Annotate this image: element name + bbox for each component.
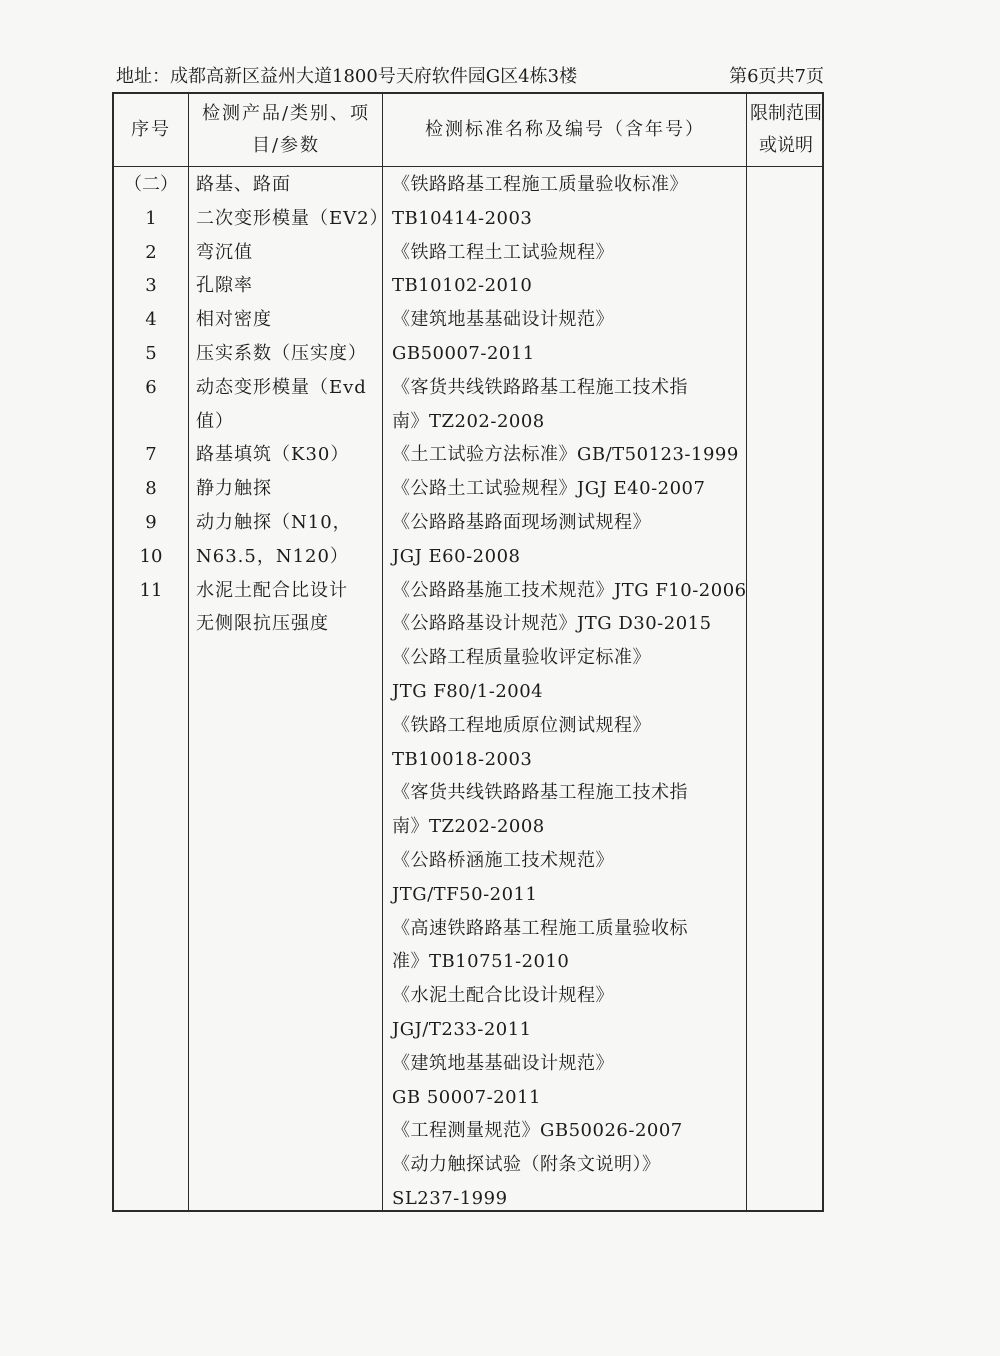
standard-line: 《公路路基路面现场测试规程》 [392,511,651,533]
item-product-line: 水泥土配合比设计 [196,579,348,601]
header-product-line1: 检测产品/类别、项 [201,103,371,124]
item-index: 7 [145,444,157,466]
standard-line: 《铁路路基工程施工质量验收标准》 [392,174,688,195]
standard-line: 《铁路工程土工试验规程》 [392,241,614,263]
standard-line: 《公路工程质量验收评定标准》 [392,647,651,669]
standard-line: GB50007-2011 [392,342,535,364]
header-divider [114,166,822,167]
item-product-line: 相对密度 [196,309,272,331]
item-index [114,405,188,439]
standard-line: 《客货共线铁路路基工程施工技术指 [392,782,688,804]
header-limit-line1: 限制范围 [750,103,822,124]
item-product-line: N63.5，N120） [196,545,349,567]
standard-line: 《客货共线铁路路基工程施工技术指 [392,376,688,398]
standard-line: JTG/TF50-2011 [392,883,538,905]
item-product-line: 动力触探（N10， [196,511,352,533]
item-index: （二） [124,174,178,195]
item-index: 4 [145,309,157,331]
standard-line: 《建筑地基基础设计规范》 [392,309,614,331]
standard-line: JTG F80/1-2004 [392,680,544,702]
product-column [196,168,389,641]
inspection-table [112,92,824,1212]
header-limit-line2: 或说明 [759,135,813,156]
standard-line: 《土工试验方法标准》GB/T50123-1999 [392,444,739,466]
standard-line: 准》TB10751-2010 [392,951,570,973]
item-index: 3 [145,275,157,297]
standard-line: TB10018-2003 [392,748,533,770]
item-product-line: 孔隙率 [196,275,253,297]
item-index: 11 [139,579,163,601]
standard-line: 《水泥土配合比设计规程》 [392,985,614,1007]
item-product-line: 无侧限抗压强度 [196,613,329,635]
item-index: 1 [145,207,157,229]
item-product-line: 压实系数（压实度） [196,342,367,364]
item-index: 10 [139,545,163,567]
item-product-line: 静力触探 [196,478,272,500]
standard-column [392,168,752,1216]
standard-line: GB 50007-2011 [392,1086,541,1108]
standard-line: 《公路桥涵施工技术规范》 [392,849,614,871]
page-number: 第6页共7页 [729,66,824,87]
item-product-line: 动态变形模量（Evd [196,376,367,398]
standard-line: 南》TZ202-2008 [392,410,545,432]
item-product-line: 路基填筑（K30） [196,444,350,466]
item-index: 9 [145,511,157,533]
standard-line: 《工程测量规范》GB50026-2007 [392,1120,683,1142]
header-product-line2: 目/参数 [251,135,321,156]
item-index: 8 [145,478,157,500]
standard-line: SL237-1999 [392,1187,508,1209]
standard-line: 《铁路工程地质原位测试规程》 [392,714,651,736]
item-product-line: 路基、路面 [196,174,291,195]
page-header [112,62,824,92]
standard-line: JGJ E60-2008 [392,545,521,567]
index-column [114,168,188,607]
column-divider [188,94,189,1210]
standard-line: TB10414-2003 [392,207,533,229]
item-index: 2 [145,241,157,263]
header-index: 序号 [131,119,171,140]
address-text: 地址：成都高新区益州大道1800号天府软件园G区4栋3楼 [116,66,578,87]
standard-line: 《公路路基施工技术规范》JTG F10-2006 [392,579,747,601]
item-product-line: 弯沉值 [196,241,253,263]
standard-line: 《动力触探试验（附条文说明）》 [392,1154,661,1176]
standard-line: 《高速铁路路基工程施工质量验收标 [392,917,688,939]
header-standard: 检测标准名称及编号（含年号） [425,119,705,140]
standard-line: 《公路土工试验规程》JGJ E40-2007 [392,478,706,500]
standard-line: TB10102-2010 [392,275,533,297]
standard-line: 《建筑地基基础设计规范》 [392,1052,614,1074]
item-product-line: 二次变形模量（EV2） [196,207,389,229]
standard-line: JGJ/T233-2011 [392,1018,532,1040]
standard-line: 《公路路基设计规范》JTG D30-2015 [392,613,712,635]
item-index: 6 [145,376,157,398]
item-product-line: 值） [196,410,234,432]
standard-line: 南》TZ202-2008 [392,816,545,838]
item-index: 5 [145,342,157,364]
